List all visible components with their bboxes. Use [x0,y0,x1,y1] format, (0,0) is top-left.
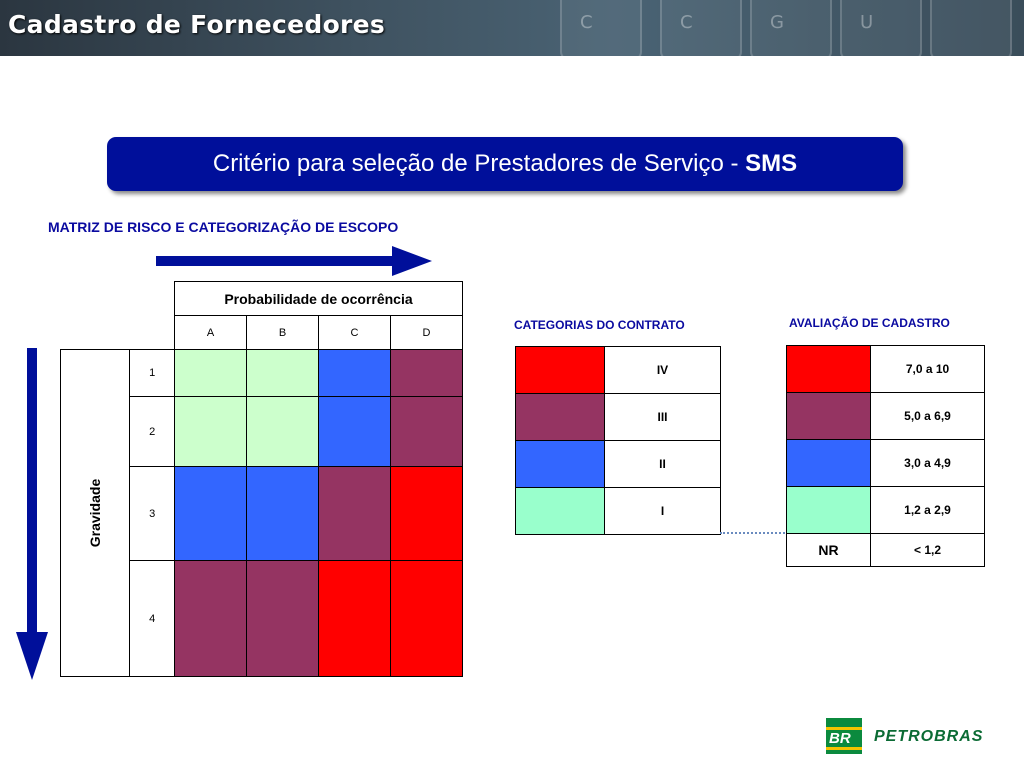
keyboard-key-decoration: C [560,0,642,56]
category-label: III [605,394,721,441]
banner-title-text: Critério para seleção de Prestadores de Serviço - [212,150,746,177]
keyboard-key-decoration [930,0,1012,56]
category-row [516,441,721,488]
gravity-arrow-icon [14,346,50,682]
row-label: 4 [130,561,175,677]
header-title: Cadastro de Fornecedores [8,10,386,39]
category-row [516,394,721,441]
category-row [516,347,721,394]
title-banner [107,137,903,191]
category-color-swatch [516,441,605,488]
probability-arrow-icon [154,245,434,277]
row-label: 2 [130,397,175,467]
petrobras-logo [826,718,1012,754]
matrix-cell [246,467,318,561]
gravity-label-cell [61,350,130,677]
keyboard-key-decoration: C [660,0,742,56]
category-label: IV [605,347,721,394]
matrix-cell [318,350,390,397]
gravity-label: Gravidade [87,478,104,548]
banner-title-bold: SMS [745,150,798,177]
matrix-cell [174,350,246,397]
row-label: 3 [130,467,175,561]
evaluation-range: 3,0 a 4,9 [871,440,985,487]
evaluation-color-swatch [787,487,871,534]
petrobras-wordmark: PETROBRAS [874,728,984,745]
probability-header: Probabilidade de ocorrência [174,282,462,316]
column-header-b: B [246,316,318,350]
evaluation-row [787,440,985,487]
evaluation-nr-label: NR [787,534,871,567]
header-bar [0,0,1024,56]
categories-title: CATEGORIAS DO CONTRATO [514,318,685,332]
br-logo-icon [826,718,862,754]
evaluation-range: < 1,2 [871,534,985,567]
category-label: II [605,441,721,488]
evaluation-row [787,534,985,567]
category-color-swatch [516,347,605,394]
evaluation-table [786,345,985,567]
column-header-a: A [174,316,246,350]
category-color-swatch [516,488,605,535]
evaluation-color-swatch [787,440,871,487]
matrix-cell [174,467,246,561]
matrix-cell [174,397,246,467]
category-label: I [605,488,721,535]
matrix-cell [318,467,390,561]
evaluation-row [787,346,985,393]
matrix-cell [246,350,318,397]
matrix-cell [246,397,318,467]
evaluation-row [787,393,985,440]
evaluation-title: AVALIAÇÃO DE CADASTRO [789,316,950,330]
evaluation-color-swatch [787,393,871,440]
matrix-cell [390,467,462,561]
column-header-c: C [318,316,390,350]
evaluation-range: 5,0 a 6,9 [871,393,985,440]
evaluation-range: 1,2 a 2,9 [871,487,985,534]
connector-dotted-line [720,532,788,534]
column-header-d: D [390,316,462,350]
matrix-cell [174,561,246,677]
matrix-cell [246,561,318,677]
keyboard-key-decoration: U [840,0,922,56]
matrix-row [61,350,463,397]
evaluation-range: 7,0 a 10 [871,346,985,393]
matrix-cell [318,397,390,467]
evaluation-color-swatch [787,346,871,393]
row-label: 1 [130,350,175,397]
br-logo-text: BR [829,730,851,747]
evaluation-row [787,487,985,534]
category-color-swatch [516,394,605,441]
categories-table [515,346,721,535]
category-row [516,488,721,535]
risk-matrix-table [60,281,463,677]
matrix-cell [390,350,462,397]
matrix-cell [390,397,462,467]
matrix-cell [318,561,390,677]
matrix-subtitle: MATRIZ DE RISCO E CATEGORIZAÇÃO DE ESCOPO [48,219,399,235]
matrix-cell [390,561,462,677]
keyboard-key-decoration: G [750,0,832,56]
